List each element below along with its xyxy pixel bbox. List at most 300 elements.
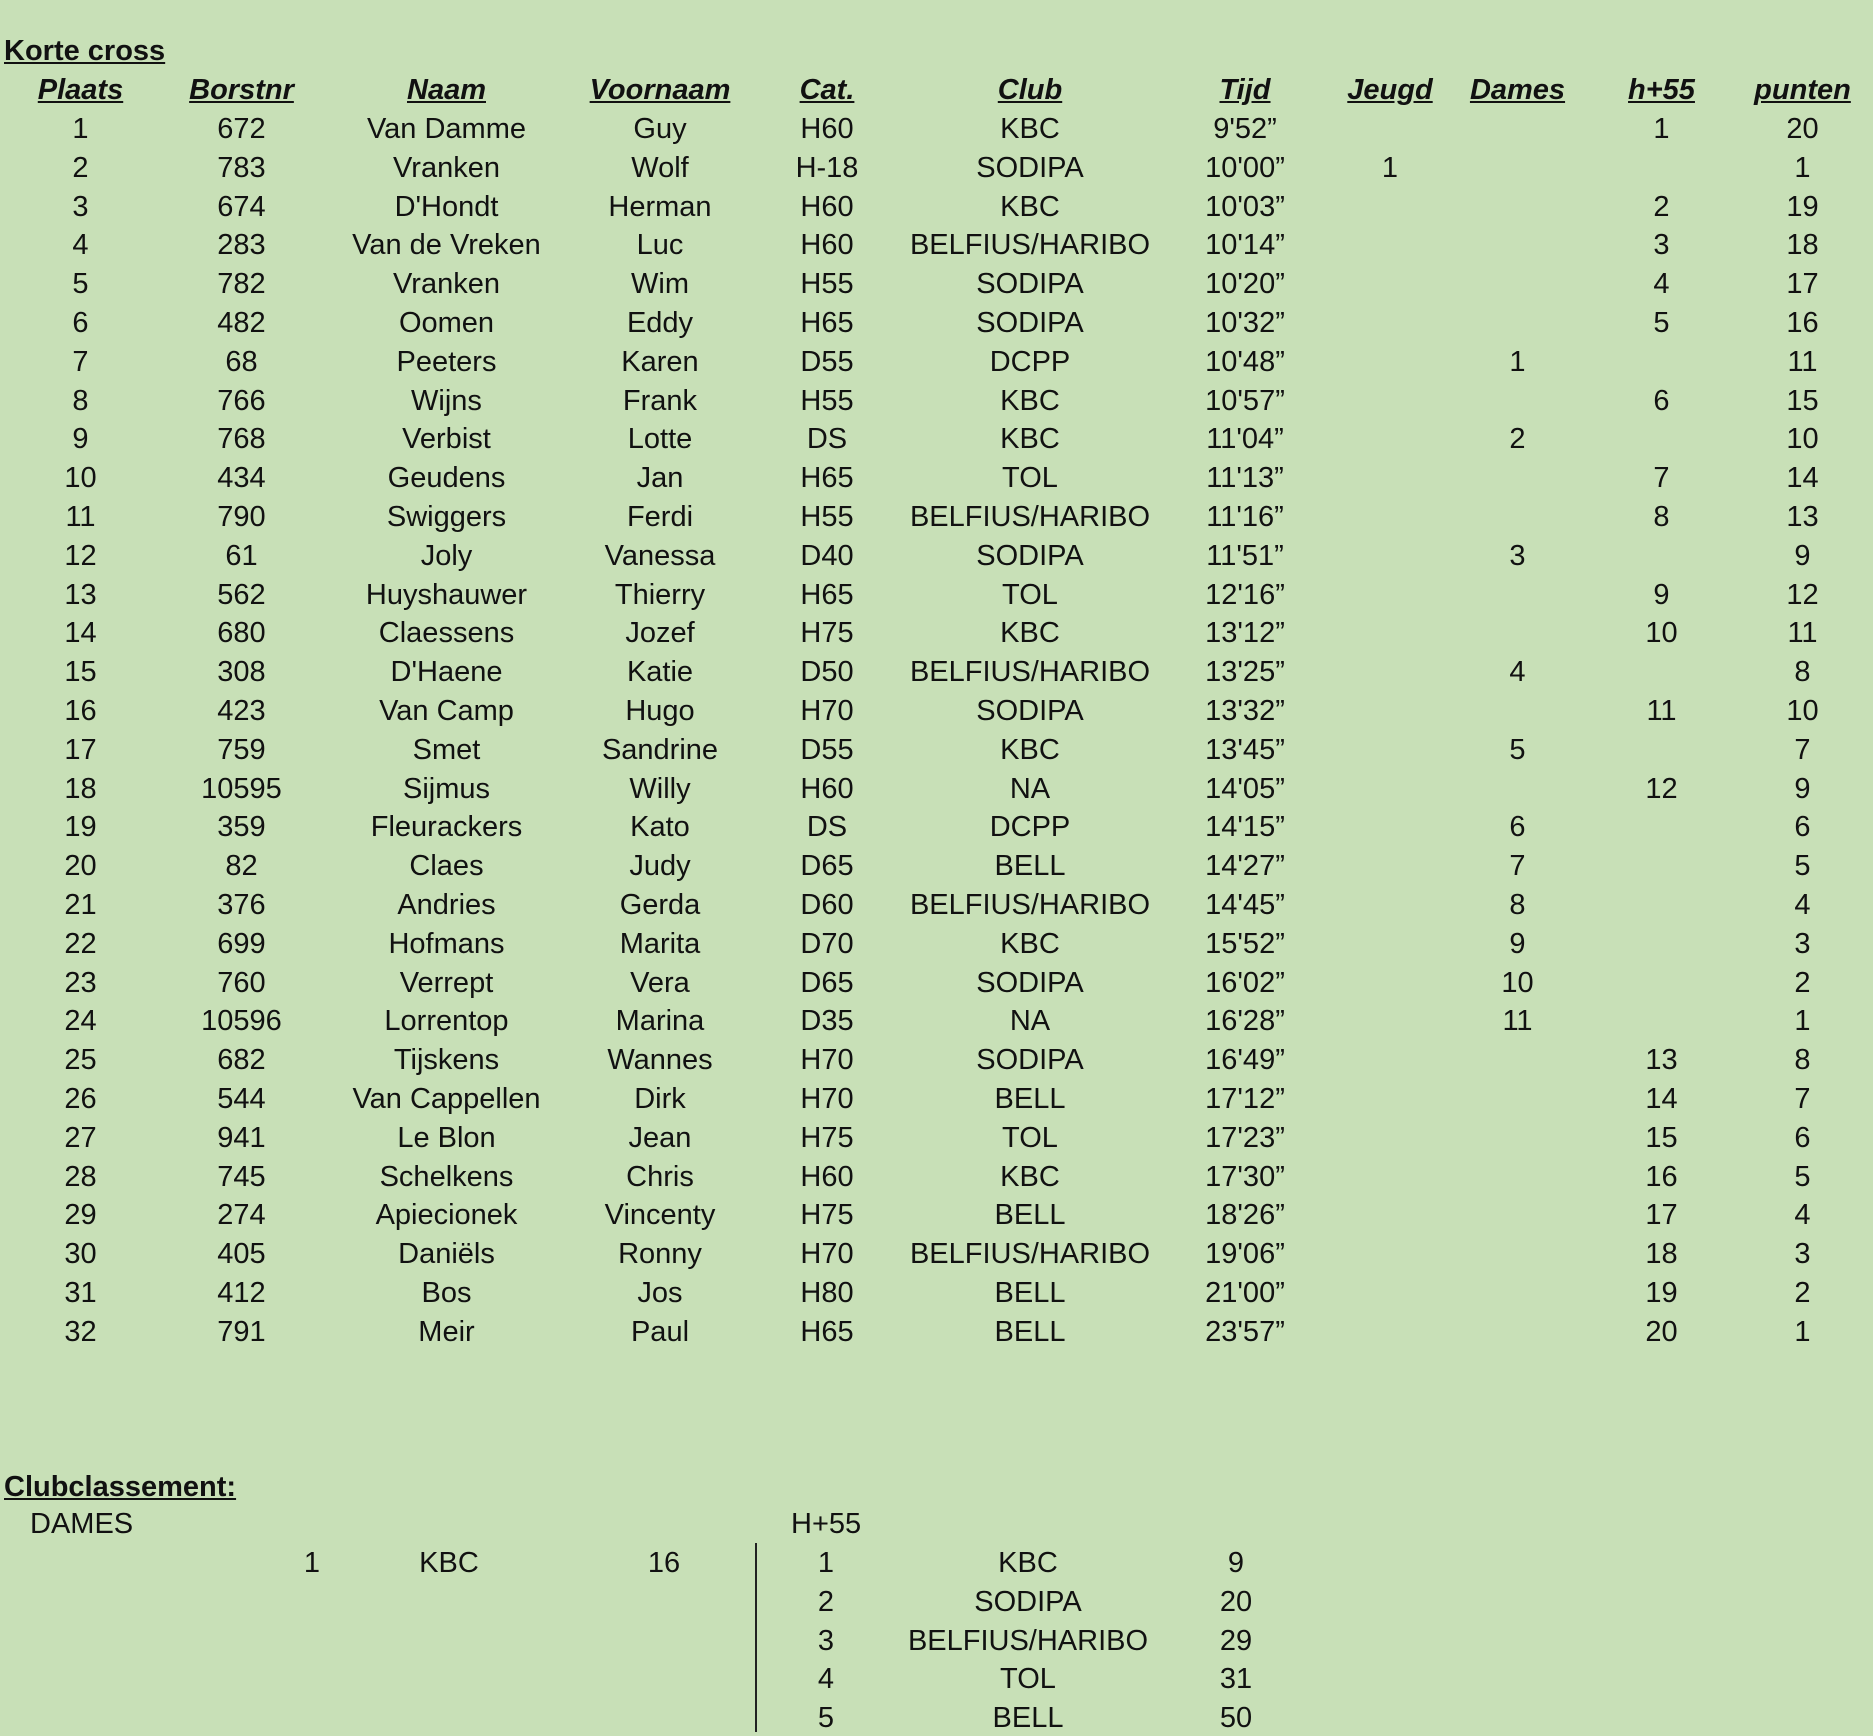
cell-naam: Vranken [393, 268, 500, 301]
cell-voornaam: Vera [630, 966, 690, 999]
table-row [0, 925, 1872, 964]
cell-naam: Le Blon [397, 1121, 496, 1154]
cell-voornaam: Katie [626, 656, 694, 689]
cell-tijd: 14'05” [1205, 772, 1285, 805]
cell-h55: 7 [1653, 462, 1670, 495]
cell-plaats: 28 [64, 1160, 97, 1193]
cell-voornaam: Lotte [627, 423, 693, 456]
table-row [0, 1196, 1872, 1235]
cell-voornaam: Herman [608, 190, 712, 223]
h55-rank: 2 [817, 1585, 835, 1618]
cell-jeugd [1335, 343, 1445, 382]
h55-club: SODIPA [974, 1585, 1082, 1618]
cell-voornaam: Wannes [607, 1044, 713, 1077]
cell-naam: Verrept [399, 966, 494, 999]
cell-plaats: 30 [64, 1238, 97, 1271]
cell-jeugd [1335, 576, 1445, 615]
cell-voornaam: Judy [629, 850, 691, 883]
cell-h55: 8 [1653, 500, 1670, 533]
cell-naam: Claes [409, 850, 484, 883]
cell-cat: H65 [800, 306, 854, 339]
table-row [0, 149, 1872, 188]
cell-dames: 6 [1509, 811, 1526, 844]
cell-voornaam: Gerda [619, 888, 701, 921]
cell-club: DCPP [989, 345, 1071, 378]
cell-h55: 20 [1645, 1315, 1678, 1348]
cell-jeugd [1335, 1041, 1445, 1080]
cell-punten: 9 [1794, 772, 1811, 805]
table-row [0, 382, 1872, 421]
cell-jeugd [1335, 537, 1445, 576]
cell-dames [1445, 226, 1590, 265]
cell-naam: Geudens [387, 462, 506, 495]
cell-dames [1445, 382, 1590, 421]
h55-label: H+55 [791, 1508, 862, 1540]
cell-tijd: 13'32” [1205, 694, 1285, 727]
cell-dames: 11 [1502, 1005, 1533, 1038]
cell-tijd: 13'12” [1205, 617, 1285, 650]
cell-tijd: 10'14” [1205, 229, 1285, 262]
h55-rank: 5 [817, 1702, 835, 1735]
cell-cat: H75 [800, 1199, 854, 1232]
col-header-voornaam: Voornaam [589, 74, 731, 106]
cell-jeugd [1335, 304, 1445, 343]
cell-dames [1445, 1235, 1590, 1274]
cell-jeugd [1335, 382, 1445, 421]
cell-dames: 1 [1509, 345, 1526, 378]
cell-cat: H65 [800, 462, 854, 495]
cell-jeugd [1335, 265, 1445, 304]
cell-tijd: 19'06” [1205, 1238, 1285, 1271]
cell-club: KBC [1000, 617, 1060, 650]
table-row [0, 1119, 1872, 1158]
cell-club: SODIPA [976, 306, 1084, 339]
cell-punten: 4 [1794, 888, 1811, 921]
table-row [0, 1313, 1872, 1352]
cell-plaats: 23 [64, 966, 97, 999]
cell-jeugd [1335, 1002, 1445, 1041]
cell-punten: 8 [1794, 1044, 1811, 1077]
cell-tijd: 13'25” [1205, 656, 1285, 689]
cell-tijd: 21'00” [1205, 1276, 1285, 1309]
cell-borstnr: 790 [217, 500, 266, 533]
cell-plaats: 10 [64, 462, 97, 495]
cell-borstnr: 376 [217, 888, 266, 921]
cell-h55 [1590, 847, 1733, 886]
cell-plaats: 27 [64, 1121, 97, 1154]
cell-tijd: 11'04” [1206, 423, 1284, 456]
cell-cat: H70 [800, 1238, 854, 1271]
cell-cat: D40 [800, 539, 854, 572]
cell-club: TOL [1002, 1121, 1058, 1154]
cell-tijd: 15'52” [1205, 927, 1285, 960]
cell-voornaam: Jozef [625, 617, 695, 650]
cell-club: BELL [994, 1315, 1066, 1348]
cell-plaats: 26 [64, 1082, 97, 1115]
cell-borstnr: 82 [225, 850, 258, 883]
h55-rank: 1 [817, 1547, 835, 1579]
cell-jeugd [1335, 964, 1445, 1003]
cell-h55: 5 [1653, 306, 1670, 339]
cell-voornaam: Paul [630, 1315, 690, 1348]
cell-plaats: 1 [72, 113, 89, 145]
cell-plaats: 18 [64, 772, 97, 805]
cell-punten: 14 [1786, 462, 1819, 495]
cell-voornaam: Ferdi [626, 500, 694, 533]
cell-tijd: 14'45” [1205, 888, 1285, 921]
table-row [0, 653, 1872, 692]
cell-punten: 8 [1794, 656, 1811, 689]
cell-h55: 14 [1645, 1082, 1678, 1115]
h55-club: BELL [992, 1702, 1064, 1735]
cell-plaats: 8 [72, 384, 89, 417]
cell-cat: D50 [800, 656, 854, 689]
cell-dames [1445, 498, 1590, 537]
cell-punten: 5 [1794, 1160, 1811, 1193]
cell-cat: H-18 [795, 151, 859, 184]
table-row [0, 964, 1872, 1003]
cell-plaats: 25 [64, 1044, 97, 1077]
cell-dames [1445, 1196, 1590, 1235]
table-row [0, 343, 1872, 382]
cell-naam: Claessens [378, 617, 515, 650]
cell-tijd: 10'57” [1205, 384, 1285, 417]
cell-cat: D55 [800, 733, 854, 766]
cell-h55: 19 [1645, 1276, 1678, 1309]
cell-dames [1445, 304, 1590, 343]
table-row [0, 1002, 1872, 1041]
cell-club: BELFIUS/HARIBO [909, 229, 1151, 262]
cell-tijd: 10'48” [1205, 345, 1285, 378]
cell-club: BELL [994, 1276, 1066, 1309]
h55-points: 9 [1227, 1547, 1245, 1579]
cell-naam: Van Camp [379, 694, 514, 727]
cell-dames: 3 [1509, 539, 1526, 572]
cell-tijd: 16'28” [1205, 1005, 1285, 1038]
table-row [0, 188, 1872, 227]
cell-punten: 3 [1794, 1238, 1811, 1271]
cell-dames [1445, 1274, 1590, 1313]
cell-tijd: 17'12” [1205, 1082, 1285, 1115]
table-row [0, 1158, 1872, 1197]
cell-naam: Fleurackers [370, 811, 523, 844]
cell-borstnr: 68 [225, 345, 258, 378]
table-row [0, 110, 1872, 149]
cell-h55: 1 [1653, 113, 1670, 145]
cell-naam: Bos [421, 1276, 472, 1309]
table-row [0, 1080, 1872, 1119]
cell-tijd: 11'13” [1206, 462, 1284, 495]
cell-borstnr: 274 [217, 1199, 266, 1232]
cell-club: SODIPA [976, 966, 1084, 999]
cell-cat: H65 [800, 578, 854, 611]
cell-plaats: 6 [72, 306, 89, 339]
cell-voornaam: Hugo [625, 694, 695, 727]
cell-naam: Hofmans [388, 927, 505, 960]
cell-borstnr: 423 [217, 694, 266, 727]
cell-h55: 2 [1653, 190, 1670, 223]
cell-h55: 4 [1653, 268, 1670, 301]
table-row [0, 1274, 1872, 1313]
cell-club: KBC [1000, 113, 1060, 145]
cell-punten: 16 [1786, 306, 1819, 339]
table-row [0, 537, 1872, 576]
cell-cat: D55 [800, 345, 854, 378]
cell-voornaam: Jos [637, 1276, 683, 1309]
cell-cat: D65 [800, 966, 854, 999]
cell-tijd: 14'27” [1205, 850, 1285, 883]
cell-borstnr: 791 [217, 1315, 266, 1348]
cell-cat: H60 [800, 190, 854, 223]
cell-h55 [1590, 925, 1733, 964]
cell-naam: Wijns [411, 384, 482, 417]
cell-borstnr: 745 [217, 1160, 266, 1193]
cell-h55 [1590, 653, 1733, 692]
cell-punten: 6 [1794, 1121, 1811, 1154]
cell-tijd: 23'57” [1205, 1315, 1285, 1348]
cell-cat: H70 [800, 1044, 854, 1077]
cell-voornaam: Thierry [614, 578, 706, 611]
cell-h55: 15 [1645, 1121, 1678, 1154]
cell-borstnr: 283 [217, 229, 266, 262]
cell-jeugd [1335, 498, 1445, 537]
cell-jeugd [1335, 847, 1445, 886]
cell-plaats: 21 [64, 888, 97, 921]
cell-borstnr: 359 [217, 811, 266, 844]
cell-club: SODIPA [976, 268, 1084, 301]
cell-punten: 17 [1786, 268, 1819, 301]
cell-jeugd [1335, 653, 1445, 692]
cell-tijd: 11'51” [1206, 539, 1284, 572]
cell-plaats: 4 [72, 229, 89, 262]
cell-jeugd [1335, 1119, 1445, 1158]
cell-club: BELFIUS/HARIBO [909, 500, 1151, 533]
cell-dames [1445, 1158, 1590, 1197]
cell-punten: 10 [1786, 694, 1819, 727]
cell-cat: H75 [800, 617, 854, 650]
dames-points: 16 [647, 1547, 681, 1579]
cell-plaats: 9 [72, 423, 89, 456]
cell-jeugd [1335, 110, 1445, 149]
cell-club: SODIPA [976, 151, 1084, 184]
cell-borstnr: 674 [217, 190, 266, 223]
h55-points: 31 [1219, 1663, 1253, 1696]
cell-naam: Schelkens [379, 1160, 514, 1193]
cell-naam: D'Haene [390, 656, 503, 689]
cell-naam: Van Damme [366, 113, 527, 145]
cell-borstnr: 562 [217, 578, 266, 611]
cell-plaats: 32 [64, 1315, 97, 1348]
table-row [0, 576, 1872, 615]
dames-rank: 1 [303, 1547, 321, 1579]
table-row [0, 226, 1872, 265]
cell-borstnr: 10595 [201, 772, 282, 805]
cell-punten: 9 [1794, 539, 1811, 572]
cell-borstnr: 10596 [201, 1005, 282, 1038]
cell-tijd: 10'00” [1205, 151, 1285, 184]
cell-punten: 5 [1794, 850, 1811, 883]
cell-plaats: 29 [64, 1199, 97, 1232]
cell-plaats: 12 [64, 539, 97, 572]
cell-cat: H80 [800, 1276, 854, 1309]
cell-cat: D70 [800, 927, 854, 960]
h55-points: 50 [1219, 1702, 1253, 1735]
cell-club: SODIPA [976, 539, 1084, 572]
cell-jeugd [1335, 925, 1445, 964]
cell-tijd: 16'02” [1205, 966, 1285, 999]
cell-h55: 16 [1645, 1160, 1678, 1193]
table-row [0, 265, 1872, 304]
cell-h55 [1590, 343, 1733, 382]
cell-h55: 6 [1653, 384, 1670, 417]
cell-naam: Peeters [396, 345, 497, 378]
cell-plaats: 14 [64, 617, 97, 650]
cell-tijd: 17'30” [1205, 1160, 1285, 1193]
col-header-borstnr: Borstnr [189, 74, 294, 106]
cell-h55: 17 [1645, 1199, 1678, 1232]
table-row [0, 808, 1872, 847]
cell-club: SODIPA [976, 1044, 1084, 1077]
cell-dames [1445, 188, 1590, 227]
cell-punten: 2 [1794, 1276, 1811, 1309]
results-body [0, 110, 1872, 1352]
cell-borstnr: 61 [225, 539, 258, 572]
cell-cat: D65 [800, 850, 854, 883]
h55-points: 20 [1219, 1585, 1253, 1618]
cell-borstnr: 699 [217, 927, 266, 960]
cell-jeugd [1335, 1313, 1445, 1352]
cell-punten: 6 [1794, 811, 1811, 844]
table-row [0, 1235, 1872, 1274]
cell-punten: 1 [1794, 1005, 1811, 1038]
cell-borstnr: 680 [217, 617, 266, 650]
cell-naam: Lorrentop [384, 1005, 509, 1038]
cell-club: BELFIUS/HARIBO [909, 656, 1151, 689]
h55-rank: 4 [817, 1663, 835, 1696]
cell-voornaam: Sandrine [601, 733, 719, 766]
cell-cat: H70 [800, 694, 854, 727]
cell-naam: D'Hondt [394, 190, 499, 223]
table-row [0, 847, 1872, 886]
cell-cat: H55 [800, 268, 854, 301]
cell-cat: H70 [800, 1082, 854, 1115]
cell-h55 [1590, 537, 1733, 576]
cell-h55 [1590, 1002, 1733, 1041]
cell-voornaam: Vincenty [604, 1199, 716, 1232]
cell-club: KBC [1000, 1160, 1060, 1193]
cell-tijd: 10'32” [1205, 306, 1285, 339]
cell-jeugd [1335, 1235, 1445, 1274]
cell-tijd: 12'16” [1205, 578, 1285, 611]
cell-cat: DS [806, 423, 848, 456]
cell-naam: Smet [412, 733, 481, 766]
cell-jeugd [1335, 808, 1445, 847]
cell-voornaam: Guy [633, 113, 687, 145]
cell-voornaam: Ronny [618, 1238, 702, 1271]
col-header-naam: Naam [407, 74, 486, 106]
cell-voornaam: Eddy [626, 306, 694, 339]
cell-club: KBC [1000, 384, 1060, 417]
cell-borstnr: 412 [217, 1276, 266, 1309]
cell-jeugd [1335, 459, 1445, 498]
cell-punten: 1 [1794, 151, 1811, 184]
table-row [0, 304, 1872, 343]
cell-punten: 7 [1794, 1082, 1811, 1115]
h55-rank: 3 [817, 1624, 835, 1657]
cell-jeugd [1335, 188, 1445, 227]
cell-jeugd [1335, 1196, 1445, 1235]
cell-naam: Vranken [393, 151, 500, 184]
table-row [0, 1041, 1872, 1080]
cell-punten: 4 [1794, 1199, 1811, 1232]
cell-club: BELL [994, 1082, 1066, 1115]
cell-naam: Van Cappellen [352, 1082, 541, 1115]
cell-jeugd [1335, 614, 1445, 653]
cell-club: TOL [1002, 578, 1058, 611]
cell-h55 [1590, 149, 1733, 188]
cell-voornaam: Luc [636, 229, 684, 262]
cell-dames [1445, 110, 1590, 149]
cell-punten: 19 [1786, 190, 1819, 223]
cell-cat: H60 [800, 772, 854, 805]
col-header-club: Club [997, 74, 1063, 106]
cell-punten: 13 [1786, 500, 1819, 533]
cell-tijd: 18'26” [1205, 1199, 1285, 1232]
h55-points: 29 [1219, 1624, 1253, 1657]
cell-h55: 10 [1645, 617, 1678, 650]
cell-dames [1445, 614, 1590, 653]
cell-h55: 13 [1645, 1044, 1678, 1077]
cell-cat: H60 [800, 1160, 854, 1193]
cell-voornaam: Wolf [631, 151, 689, 184]
cell-h55: 12 [1645, 772, 1678, 805]
table-row [0, 498, 1872, 537]
cell-club: BELL [994, 1199, 1066, 1232]
cell-voornaam: Karen [621, 345, 699, 378]
cell-dames [1445, 459, 1590, 498]
cell-plaats: 11 [65, 500, 96, 533]
table-row [0, 692, 1872, 731]
cell-h55 [1590, 886, 1733, 925]
cell-dames [1445, 265, 1590, 304]
cell-voornaam: Jean [628, 1121, 692, 1154]
cell-plaats: 15 [64, 656, 97, 689]
cell-borstnr: 760 [217, 966, 266, 999]
cell-borstnr: 482 [217, 306, 266, 339]
dames-label: DAMES [30, 1508, 134, 1540]
cell-plaats: 13 [64, 578, 97, 611]
cell-punten: 3 [1794, 927, 1811, 960]
cell-h55: 18 [1645, 1238, 1678, 1271]
cell-h55: 3 [1653, 229, 1670, 262]
header-row [0, 71, 1872, 110]
table-row [0, 770, 1872, 809]
cell-naam: Sijmus [402, 772, 490, 805]
cell-h55: 9 [1653, 578, 1670, 611]
cell-tijd: 14'15” [1205, 811, 1285, 844]
table-row [0, 614, 1872, 653]
cell-borstnr: 544 [217, 1082, 266, 1115]
cell-club: KBC [1000, 423, 1060, 456]
cell-jeugd [1335, 1158, 1445, 1197]
cell-club: NA [1009, 772, 1051, 805]
cell-plaats: 3 [72, 190, 89, 223]
dames-club: KBC [419, 1547, 479, 1579]
cell-cat: H55 [800, 384, 854, 417]
cell-borstnr: 434 [217, 462, 266, 495]
cell-borstnr: 941 [217, 1121, 266, 1154]
cell-dames: 7 [1509, 850, 1526, 883]
